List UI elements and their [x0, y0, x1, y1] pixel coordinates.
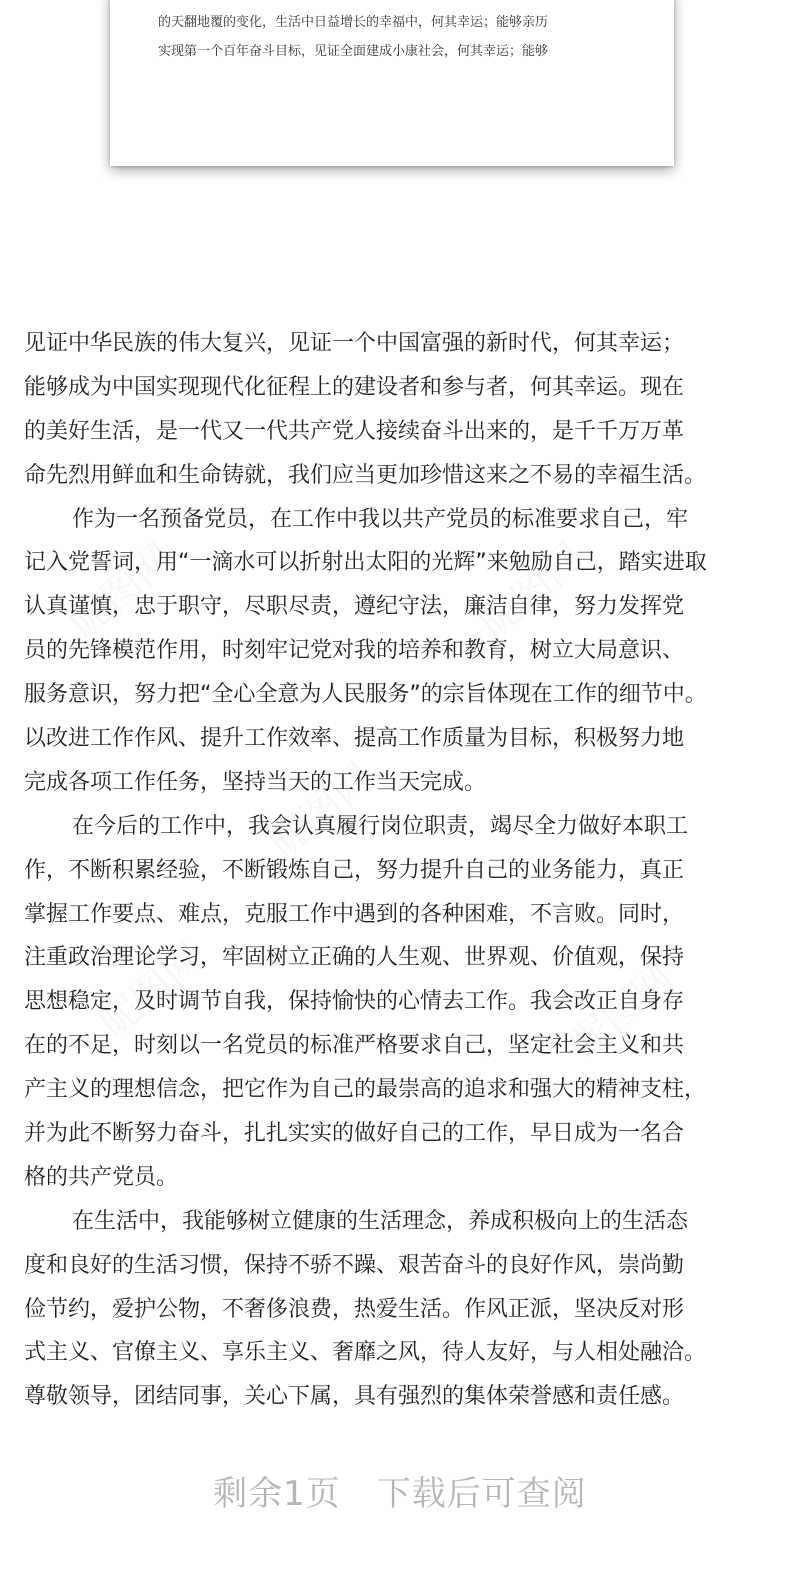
body-line: 在今后的工作中，我会认真履行岗位职责，竭尽全力做好本职工	[72, 813, 689, 839]
body-line: 认真谨慎，忠于职守，尽职尽责，遵纪守法，廉洁自律，努力发挥党	[24, 594, 685, 620]
body-line: 完成各项工作任务，坚持当天的工作当天完成。	[24, 769, 487, 795]
preview-line: 的天翻地覆的变化，生活中日益增长的幸福中，何其幸运；能够亲历	[158, 15, 549, 30]
body-line: 服务意识，努力把“全心全意为人民服务”的宗旨体现在工作的细节中。	[24, 682, 707, 708]
body-line: 在的不足，时刻以一名党员的标准严格要求自己，坚定社会主义和共	[24, 1033, 685, 1059]
body-line: 产主义的理想信念，把它作为自己的最崇高的追求和强大的精神支柱，	[24, 1077, 707, 1103]
body-line: 并为此不断努力奋斗，扎扎实实的做好自己的工作，早日成为一名合	[24, 1121, 685, 1147]
body-line: 尊敬领导，团结同事，关心下属，具有强烈的集体荣誉感和责任感。	[24, 1384, 685, 1410]
body-line: 度和良好的生活习惯，保持不骄不躁、艰苦奋斗的良好作风，崇尚勤	[24, 1252, 685, 1278]
body-line: 作，不断积累经验，不断锻炼自己，努力提升自己的业务能力，真正	[24, 857, 685, 883]
body-line: 记入党誓词，用“一滴水可以折射出太阳的光辉”来勉励自己，踏实进取	[24, 550, 707, 576]
body-line: 作为一名预备党员，在工作中我以共产党员的标准要求自己，牢	[72, 506, 689, 532]
body-line: 注重政治理论学习，牢固树立正确的人生观、世界观、价值观，保持	[24, 945, 685, 971]
body-line: 式主义、官僚主义、享乐主义、奢靡之风，待人友好，与人相处融洽。	[24, 1340, 707, 1366]
body-line: 员的先锋模范作用，时刻牢记党对我的培养和教育，树立大局意识、	[24, 638, 685, 664]
download-prompt[interactable]	[0, 1466, 800, 1515]
body-line: 能够成为中国实现现代化征程上的建设者和参与者，何其幸运。现在	[24, 374, 685, 400]
body-line: 的美好生活，是一代又一代共产党人接续奋斗出来的，是千千万万革	[24, 418, 685, 444]
download-to-view-label[interactable]: 下载后可查阅	[376, 1474, 587, 1514]
body-line: 以改进工作作风、提升工作效率、提高工作质量为目标，积极努力地	[24, 726, 685, 752]
body-line: 在生活中，我能够树立健康的生活理念，养成积极向上的生活态	[72, 1208, 689, 1234]
preview-line: 实现第一个百年奋斗目标，见证全面建成小康社会，何其幸运；能够	[158, 44, 549, 59]
body-line: 思想稳定，及时调节自我，保持愉快的心情去工作。我会改正自身存	[24, 989, 685, 1015]
body-line: 俭节约，爱护公物，不奢侈浪费，热爱生活。作风正派，坚决反对形	[24, 1296, 685, 1322]
body-line: 掌握工作要点、难点，克服工作中遇到的各种困难，不言败。同时，	[24, 901, 685, 927]
body-line: 见证中华民族的伟大复兴，见证一个中国富强的新时代，何其幸运；	[24, 331, 685, 356]
remaining-pages-label: 剩余1页	[213, 1474, 341, 1514]
body-line: 命先烈用鲜血和生命铸就，我们应当更加珍惜这来之不易的幸福生活。	[24, 462, 707, 488]
preview-line	[158, 0, 548, 2]
page-preview-card	[110, 0, 674, 166]
body-line: 格的共产党员。	[24, 1164, 179, 1190]
document-body	[24, 322, 776, 1419]
